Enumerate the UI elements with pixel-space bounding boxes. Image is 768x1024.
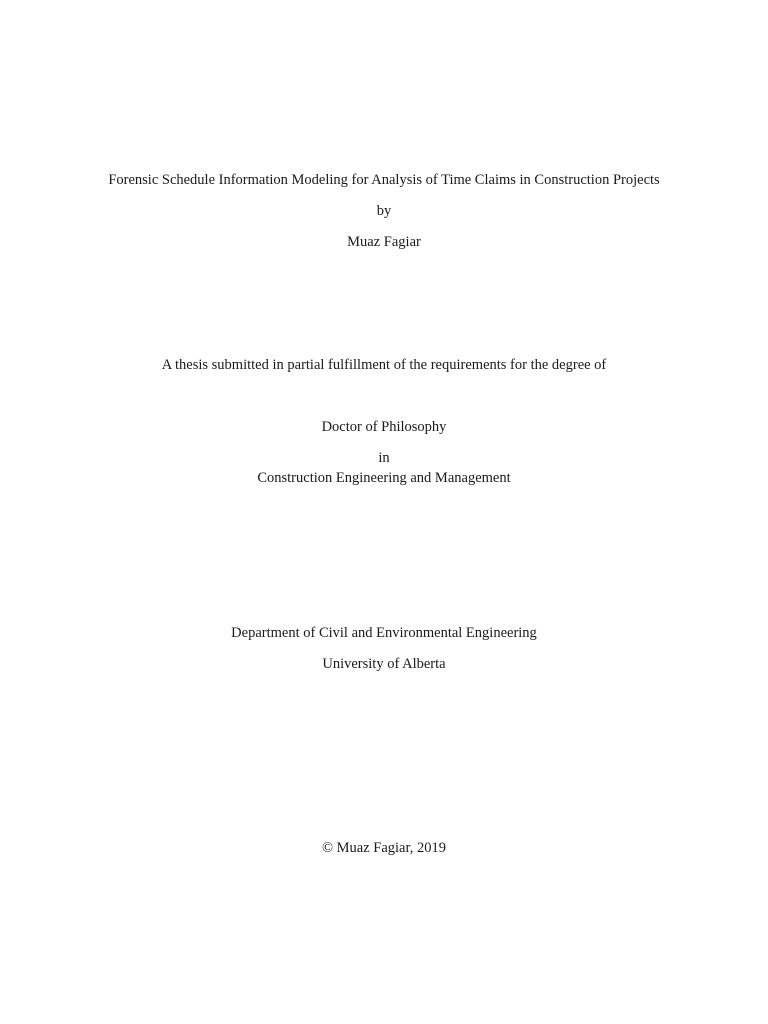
degree-name: Doctor of Philosophy (321, 419, 447, 435)
in-label: in (378, 450, 390, 466)
program-name: Construction Engineering and Management (257, 470, 511, 486)
department-name: Department of Civil and Environmental Engineering (231, 625, 537, 641)
thesis-statement: A thesis submitted in partial fulfillment of the requirements for the degree of (161, 357, 607, 373)
author-name: Muaz Fagiar (347, 234, 421, 250)
university-name: University of Alberta (322, 656, 446, 672)
by-label: by (376, 203, 392, 219)
thesis-title: Forensic Schedule Information Modeling for Analysis of Time Claims in Construction Projects (108, 172, 660, 188)
copyright-notice: © Muaz Fagiar, 2019 (322, 840, 446, 856)
